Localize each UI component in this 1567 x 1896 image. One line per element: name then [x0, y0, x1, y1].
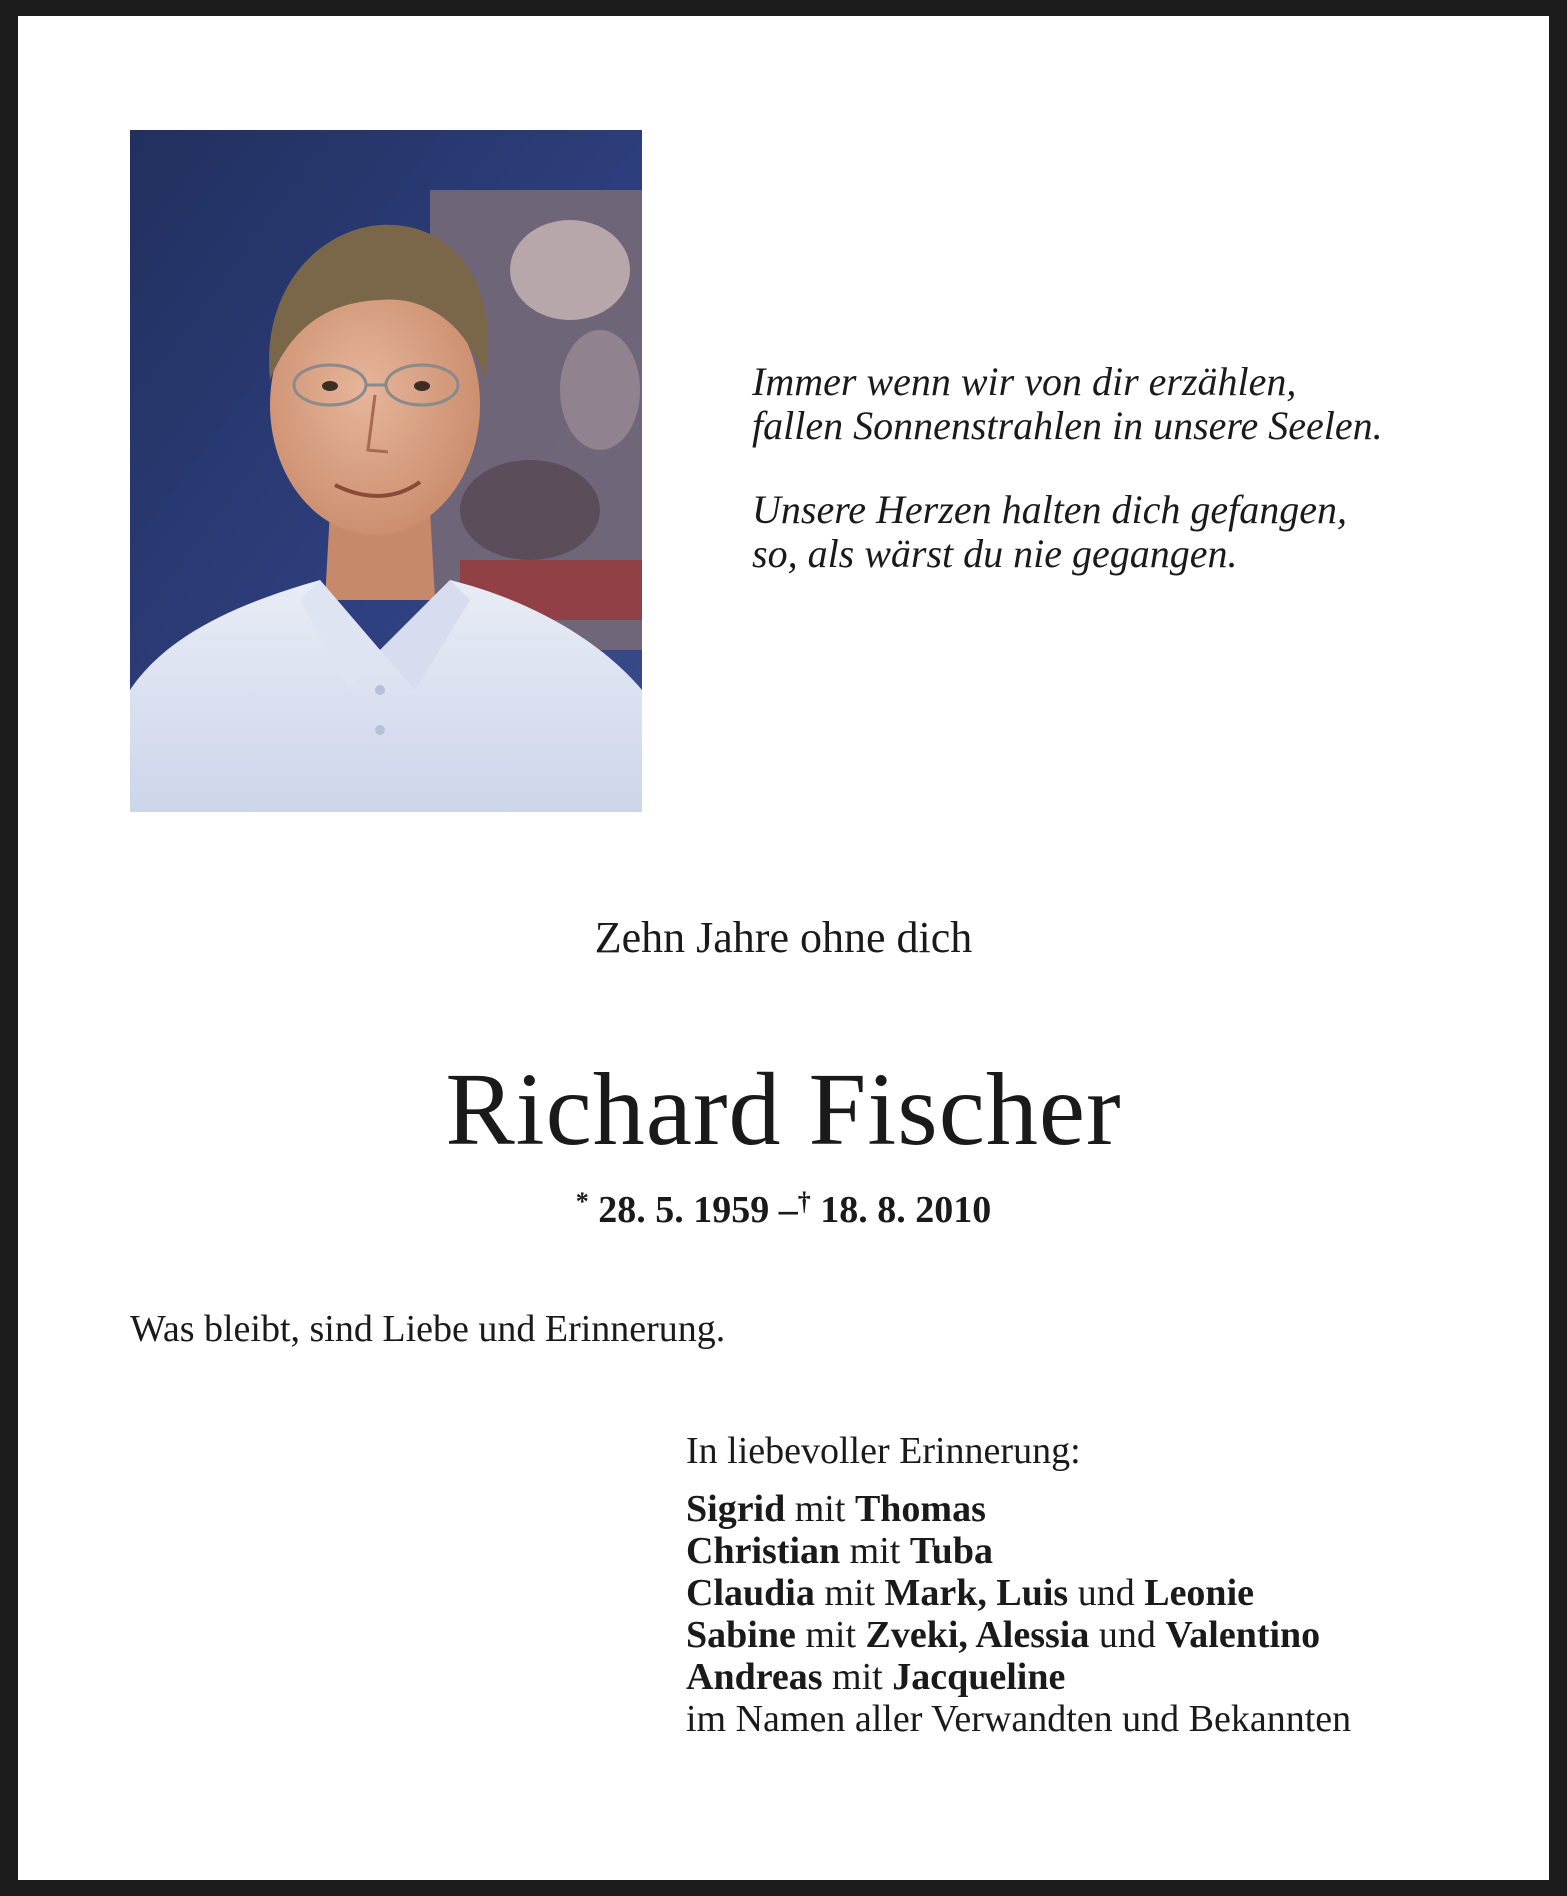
family-name: Tuba: [909, 1530, 993, 1572]
family-name: Valentino: [1165, 1614, 1321, 1656]
portrait-photo: [130, 130, 642, 812]
family-row: [686, 1530, 1466, 1572]
verse-line: Immer wenn wir von dir erzählen,: [752, 359, 1297, 404]
birth-symbol: *: [575, 1187, 589, 1216]
family-name: Thomas: [854, 1488, 986, 1530]
family-name: Sigrid: [686, 1488, 786, 1530]
family-name: Christian: [686, 1530, 841, 1572]
family-row: [686, 1488, 1466, 1530]
life-dates: [0, 1178, 1567, 1234]
family-connector: mit: [814, 1572, 885, 1614]
family-name: Jacqueline: [892, 1656, 1066, 1698]
verse-line: Unsere Herzen halten dich gefangen,: [752, 487, 1348, 532]
family-intro: In liebevoller Erinnerung:: [686, 1430, 1081, 1472]
verse-line: fallen Sonnenstrahlen in unsere Seelen.: [752, 403, 1383, 448]
family-row: [686, 1572, 1466, 1614]
family-name: Zveki, Alessia: [865, 1614, 1090, 1656]
family-signatures: [686, 1430, 1466, 1740]
death-symbol: †: [797, 1187, 811, 1216]
family-connector: und: [1068, 1572, 1145, 1614]
family-connector: mit: [840, 1530, 910, 1572]
family-connector: mit: [795, 1614, 866, 1656]
family-name: Andreas: [686, 1656, 823, 1698]
anniversary-subtitle: Zehn Jahre ohne dich: [594, 913, 973, 962]
family-connector: mit: [785, 1488, 855, 1530]
family-name: Claudia: [686, 1572, 815, 1614]
portrait-illustration: [130, 130, 642, 812]
birth-date: 28. 5. 1959: [598, 1189, 770, 1231]
family-name: Leonie: [1144, 1572, 1254, 1614]
verse-stanza-1: [752, 360, 1472, 448]
family-row: [686, 1614, 1466, 1656]
deceased-name: Richard Fischer: [445, 1052, 1122, 1167]
family-closing: im Namen aller Verwandten und Bekannten: [686, 1698, 1352, 1740]
motto-line: Was bleibt, sind Liebe und Erinnerung.: [130, 1308, 726, 1350]
verse-stanza-2: [752, 488, 1472, 576]
verse-line: so, als wärst du nie gegangen.: [752, 531, 1238, 576]
family-connector: und: [1089, 1614, 1166, 1656]
family-name: Sabine: [686, 1614, 796, 1656]
family-connector: mit: [822, 1656, 893, 1698]
family-row: [686, 1656, 1466, 1698]
death-date: 18. 8. 2010: [820, 1189, 992, 1231]
family-name: Mark, Luis: [884, 1572, 1069, 1614]
date-separator: –: [778, 1189, 798, 1231]
memorial-verse: [752, 360, 1472, 616]
